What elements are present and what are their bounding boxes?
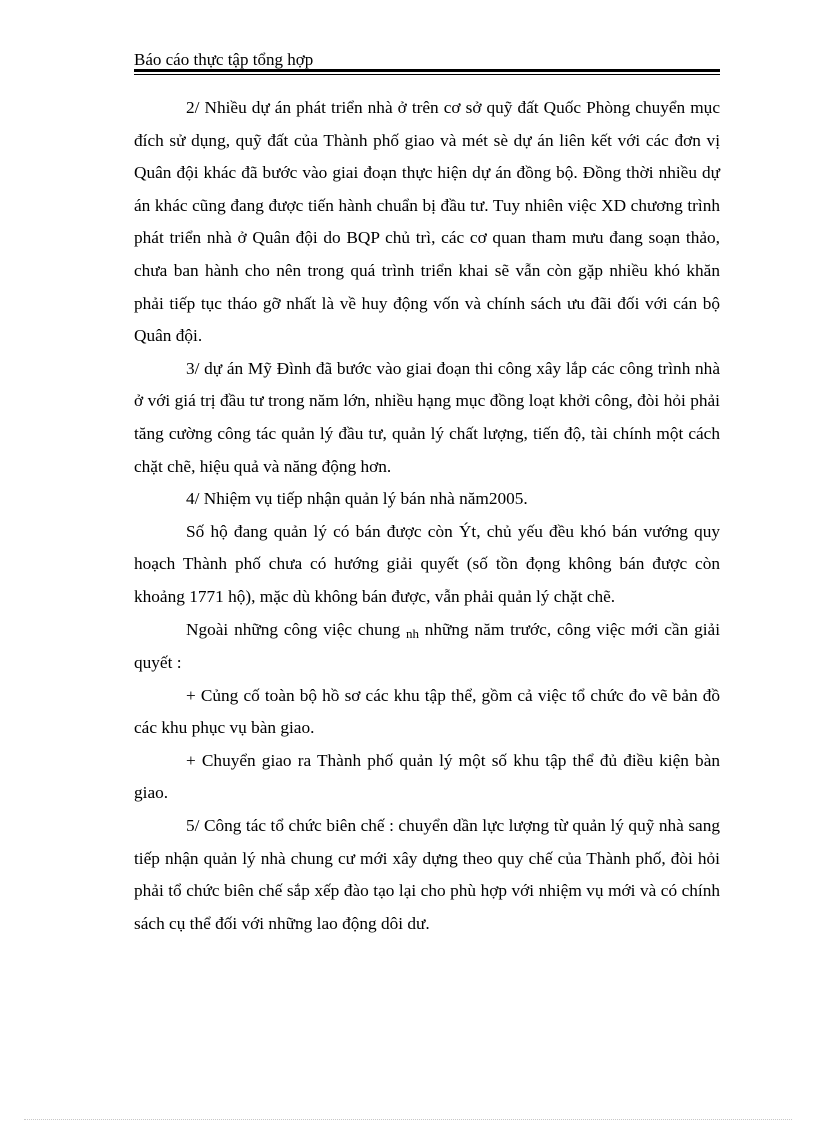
page-bottom-edge xyxy=(24,1119,792,1120)
paragraph-other-work-text-b: những năm trước, công việc mới cần giải quyết : xyxy=(134,619,720,673)
page-header xyxy=(134,49,720,71)
paragraph-other-work-text-a: Ngoài những công việc chung xyxy=(186,619,406,639)
paragraph-sales-task-heading: 4/ Nhiệm vụ tiếp nhận quản lý bán nhà năm2005. xyxy=(186,489,528,509)
header-rule-thick xyxy=(134,69,720,72)
document-body xyxy=(134,92,720,940)
paragraph-households: Số hộ đang quản lý có bán được còn Ýt, chủ yếu đều khó bán vướng quy hoạch Thành phố chưa có hướng giải quyết (số tồn đọng không bán được còn khoảng 1771 hộ), mặc dù không bán được, vẫn phải quản lý chặt chẽ. xyxy=(134,521,720,606)
paragraph-other-work xyxy=(134,614,720,680)
report-title: Báo cáo thực tập tổng hợp xyxy=(134,50,314,69)
paragraph-housing-projects: 2/ Nhiều dự án phát triển nhà ở trên cơ sở quỹ đất Quốc Phòng chuyển mục đích sử dụng, quỹ đất của Thành phố giao và mét sè dự án liên kết với các đơn vị Quân đội khác đã bước vào giai đoạn thực hiện dự án đồng bộ. Đồng thời nhiều dự án khác cũng đang được tiến hành chuẩn bị đầu tư. Tuy nhiên việc XD chương trình phát triển nhà ở Quân đội do BQP chủ trì, các cơ quan tham mưu đang soạn thảo, chưa ban hành cho nên trong quá trình triển khai sẽ vẫn còn gặp nhiều khó khăn phải tiếp tục tháo gỡ nhất là về huy động vốn và chính sách ưu đãi đối với cán bộ Quân đội. xyxy=(134,98,720,346)
paragraph-bullet-records: + Củng cố toàn bộ hồ sơ các khu tập thể, gồm cả việc tổ chức đo vẽ bản đồ các khu phục vụ bàn giao. xyxy=(134,685,720,738)
paragraph-bullet-transfer: + Chuyển giao ra Thành phố quản lý một số khu tập thể đủ điều kiện bàn giao. xyxy=(134,750,720,803)
paragraph-organization: 5/ Công tác tổ chức biên chế : chuyển dần lực lượng từ quản lý quỹ nhà sang tiếp nhận quản lý nhà chung cư mới xây dựng theo quy chế của Thành phố, đòi hỏi phải tổ chức biên chế sắp xếp đào tạo lại cho phù hợp với nhiệm vụ mới và có chính sách cụ thể đối với những lao động dôi dư. xyxy=(134,816,720,933)
header-rule-thin xyxy=(134,74,720,75)
paragraph-my-dinh-project: 3/ dự án Mỹ Đình đã bước vào giai đoạn thi công xây lắp các công trình nhà ở với giá trị đầu tư trong năm lớn, nhiều hạng mục đồng loạt khởi công, đòi hỏi phải tăng cường công tác quản lý đầu tư, quản lý chất lượng, tiến độ, tài chính một cách chặt chẽ, hiệu quả và năng động hơn. xyxy=(134,358,720,476)
paragraph-other-work-fragment: nh xyxy=(405,625,419,641)
